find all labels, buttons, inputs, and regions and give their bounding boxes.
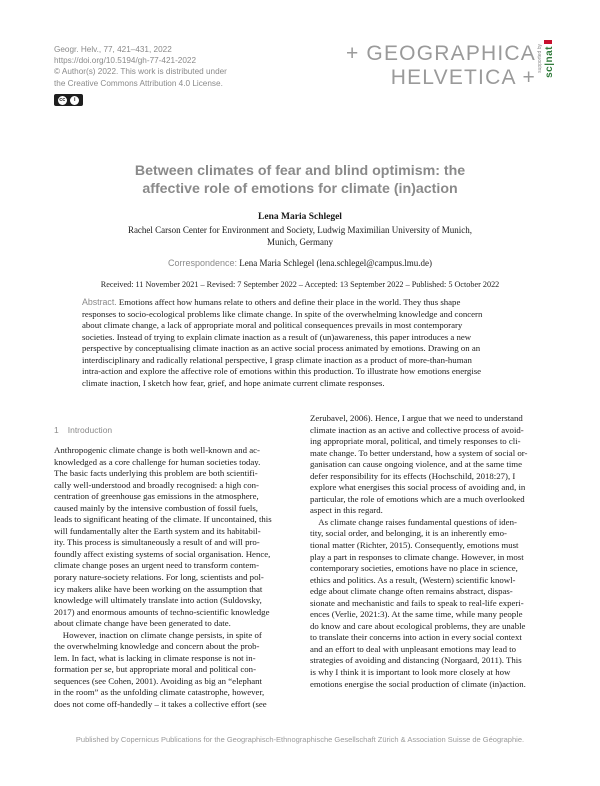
body-line: sequences (see Cohen, 2001). Avoiding as big an “elephant xyxy=(54,675,262,686)
body-line: the overwhelming knowledge and concern about the prob- xyxy=(54,641,260,652)
abstract-line: intra-action and explore the affective role of emotions within this production. To illustrate how emotions energise xyxy=(82,366,482,376)
cc-by-license-icon[interactable] xyxy=(54,94,83,106)
article-title xyxy=(60,162,540,198)
body-line: caused mainly by the intensive combustion of fossil fuels, xyxy=(54,502,259,513)
body-line: formation per se, but appropriate moral and political con- xyxy=(54,664,257,675)
body-line: in the room” as the unfolding climate catastrophe, however, xyxy=(54,687,265,698)
body-line: foundly affect existing systems of social organisation. Hence, xyxy=(54,548,271,559)
body-line: porary nature-society relations. For long, scientists and pol- xyxy=(54,572,264,583)
body-line: about climate change have been generated to date. xyxy=(54,618,231,629)
section-title: Introduction xyxy=(67,425,113,435)
author-name: Lena Maria Schlegel xyxy=(258,212,342,222)
body-line: climate inaction as an active and collective process of avoid- xyxy=(310,424,524,435)
attribution-icon: i xyxy=(70,96,79,105)
body-line: will fundamentally alter the Earth system and its habitabil- xyxy=(54,525,261,536)
body-line: icy makers alike have been working on the assumption that xyxy=(54,583,263,594)
section-number: 1 xyxy=(54,425,59,435)
body-line: ences (Verlie, 2021:3). At the same time, while many people xyxy=(310,609,523,620)
body-line: and an effort to deal with unpleasant emotions may lead to xyxy=(310,643,517,654)
article-metadata xyxy=(54,44,304,89)
body-line: defer responsibility for its effects (Hochschild, 2018:27), I xyxy=(310,470,516,481)
body-line: However, inaction on climate change persists, in spite of xyxy=(54,629,262,640)
body-line: play a part in responses to climate change. However, in most xyxy=(310,551,524,562)
supported-by-label: supported by xyxy=(537,44,543,73)
journal-name-line-1: + GEOGRAPHICA xyxy=(345,42,536,65)
body-line: sionate and mechanistic and fails to speak to real-life experi- xyxy=(310,597,524,608)
abstract-line: societies. Instead of trying to explain climate inaction as a result of (un)awareness, this paper introduces a new xyxy=(82,331,472,342)
section-heading-introduction xyxy=(54,425,112,435)
license-line-2: the Creative Commons Attribution 4.0 License. xyxy=(54,78,223,88)
abstract-label: Abstract. xyxy=(82,297,117,307)
body-line: cally well-understood and broadly recognised: a high con- xyxy=(54,479,259,490)
body-line: do know and care about ecological problems, they are unable xyxy=(310,620,526,631)
abstract xyxy=(82,297,520,389)
body-line: aspect in this regard. xyxy=(310,505,383,516)
abstract-line: Abstract. Emotions affect how humans relate to others and define their place in the world. They thus shape xyxy=(82,297,461,307)
abstract-line: responses to socio-ecological problems like climate change. In spite of the overwhelming knowledge and concern xyxy=(82,308,483,319)
affiliation-line-2: Munich, Germany xyxy=(267,236,333,247)
body-line: contemporary societies, emotions have no place in science, xyxy=(310,563,518,574)
body-line: 2017) and enormous amounts of techno-scientific knowledge xyxy=(54,606,270,617)
body-column-right xyxy=(310,413,552,690)
author-affiliation xyxy=(60,225,540,248)
body-line: knowledge will ultimately translate into action (Suldovsky, xyxy=(54,595,262,606)
body-line: ganisation can cause ongoing violence, and at the same time xyxy=(310,459,523,470)
title-line-1: Between climates of fear and blind optimism: the xyxy=(134,163,466,179)
affiliation-line-1: Rachel Carson Center for Environment and Society, Ludwig Maximilian University of Munich, xyxy=(127,225,473,235)
title-line-2: affective role of emotions for climate (in)action xyxy=(142,181,458,197)
body-line: tional matter (Richter, 2015). Consequently, emotions must xyxy=(310,540,519,551)
body-line: As climate change raises fundamental questions of iden- xyxy=(310,516,517,527)
correspondence-text[interactable]: Lena Maria Schlegel (lena.schlegel@campus.lmu.de) xyxy=(239,258,432,268)
cc-icon: cc xyxy=(59,96,66,103)
body-line: leads to significant heating of the climate. If uncontained, this xyxy=(54,514,272,525)
abstract-line: perspective by conceptualising climate inaction as an active social process animated by emotions. Drawing on an xyxy=(82,343,481,353)
body-line: ity. This process is simultaneously a result of and will pro- xyxy=(54,537,260,548)
body-line: mate change. To better understand, how a system of social or- xyxy=(310,447,528,458)
doi-link[interactable]: https://doi.org/10.5194/gh-77-421-2022 xyxy=(54,56,197,66)
body-line: does not come off-handedly – it takes a collective effort (see xyxy=(54,699,267,710)
body-line: Anthropogenic climate change is both well-known and ac- xyxy=(54,445,260,455)
scnat-red-mark xyxy=(544,40,552,44)
body-line: tity, social order, and belonging, it is an inherently emo- xyxy=(310,528,507,539)
body-line: ethics and politics. As a result, (Western) scientific knowl- xyxy=(310,574,516,585)
body-line: emotions energise the social production of climate (in)action. xyxy=(310,678,526,689)
body-line: lem. In fact, what is lacking in climate response is not in- xyxy=(54,652,256,663)
scnat-brand: sc|nat xyxy=(544,46,555,78)
body-line: The basic facts underlying this problem are both scientifi- xyxy=(54,468,258,479)
publisher-footer: Published by Copernicus Publications for the Geographisch-Ethnographische Gesellschaft Zürich & Association Suisse de Géographie. xyxy=(75,735,525,744)
scnat-logo xyxy=(537,40,555,92)
publication-dates: Received: 11 November 2021 – Revised: 7 September 2022 – Accepted: 13 September 2022 – Published: 5 October 2022 xyxy=(100,280,500,289)
body-line: edge about climate change often remains abstract, dispas- xyxy=(310,586,513,597)
citation: Geogr. Helv., 77, 421–431, 2022 xyxy=(54,45,172,54)
correspondence xyxy=(60,258,540,268)
body-column-left xyxy=(54,445,294,711)
body-line: knowledged as a core challenge for human societies today. xyxy=(54,456,261,467)
abstract-line: interdisciplinary and radically relational perspective, I grasp climate inaction as a product of more-than-human xyxy=(82,354,472,365)
abstract-line: about climate change, a lack of appropriate moral and political consequences prevails in most contemporary xyxy=(82,320,463,330)
body-line: Zerubavel, 2006). Hence, I argue that we need to understand xyxy=(310,413,523,423)
body-line: strategies of avoiding and distancing (Norgaard, 2011). This xyxy=(310,655,522,666)
body-line: to translate their concerns into action in every social context xyxy=(310,632,522,643)
body-line: ing appropriate moral, political, and timely responses to cli- xyxy=(310,436,521,447)
journal-name-line-2: HELVETICA + xyxy=(390,66,536,89)
abstract-line: climate inaction, I sketch how fear, grief, and hope animate current climate responses. xyxy=(82,377,385,388)
correspondence-label: Correspondence: xyxy=(167,258,238,268)
journal-logo xyxy=(346,42,536,90)
body-line: explore what energises this social process of avoiding and, in xyxy=(310,482,526,493)
body-line: climate change poses an urgent need to transform contem- xyxy=(54,560,260,571)
body-line: is why I think it is important to look more closely at how xyxy=(310,667,511,678)
body-line: centration of greenhouse gas emissions in the atmosphere, xyxy=(54,491,259,502)
body-line: particular, the role of emotions which are a much overlooked xyxy=(310,493,525,504)
license-line-1: © Author(s) 2022. This work is distributed under xyxy=(54,67,227,77)
